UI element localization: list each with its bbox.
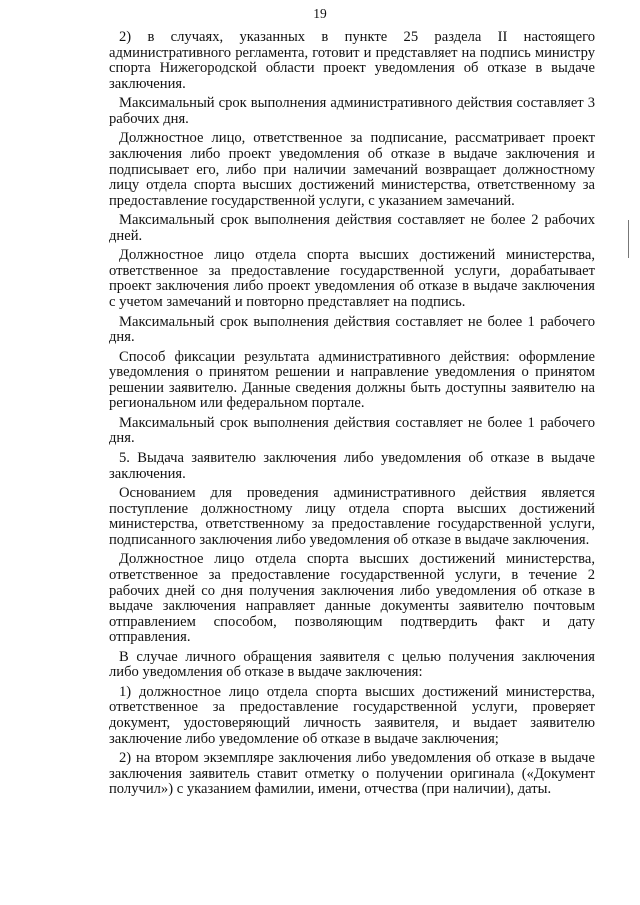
paragraph: Должностное лицо отдела спорта высших достижений министерства, ответственное за предоставление государственной услуги, в течение 2 рабочих дней со дня получения заключения либо уведомления об отказе в выдаче заключения направляет данные документы заявителю почтовым отправлением способом, позволяющим подтвердить факт и дату отправления. <box>109 551 595 646</box>
paragraph: В случае личного обращения заявителя с целью получения заключения либо уведомления об отказе в выдаче заключения: <box>109 648 595 681</box>
scan-edge-mark <box>628 220 629 258</box>
paragraph: 2) в случаях, указанных в пункте 25 раздела II настоящего административного регламента, готовит и представляет на подпись министру спорта Нижегородской области проект уведомления об отказе в выдаче заключения. <box>109 29 595 92</box>
paragraph: Максимальный срок выполнения действия составляет не более 1 рабочего дня. <box>109 414 595 447</box>
paragraph: Максимальный срок выполнения административного действия составляет 3 рабочих дня. <box>109 95 595 127</box>
paragraph: Должностное лицо отдела спорта высших достижений министерства, ответственное за предоставление государственной услуги, дорабатывает проект заключения либо проект уведомления об отказе в выдаче заключения с учетом замечаний и повторно представляет на подпись. <box>109 247 595 311</box>
paragraph: Максимальный срок выполнения действия составляет не более 1 рабочего дня. <box>109 313 595 346</box>
page-number: 19 <box>313 6 327 21</box>
list-item: 1) должностное лицо отдела спорта высших достижений министерства, ответственное за предоставление государственной услуги, проверяет документ, удостоверяющий личность заявителя, и выдает заявителю заключение либо уведомление об отказе в выдаче заключения; <box>109 683 595 747</box>
paragraph: Должностное лицо, ответственное за подписание, рассматривает проект заключения либо проект уведомления об отказе в выдаче заключения и подписывает его, либо при наличии замечаний возвращает должностному лицу отдела спорта высших достижений министерства, ответственному за предоставление государственной услуги, с указанием замечаний. <box>109 130 595 209</box>
document-body <box>109 30 595 802</box>
paragraph: Основанием для проведения административного действия является поступление должностному лицу отдела спорта высших достижений министерства, ответственному за предоставление государственной услуги, подписанного заключения либо уведомления об отказе в выдаче заключения. <box>109 485 595 548</box>
paragraph: Максимальный срок выполнения действия составляет не более 2 рабочих дней. <box>109 212 595 244</box>
paragraph: Способ фиксации результата административного действия: оформление уведомления о принятом решении и направление уведомления о принятом решении заявителю. Данные сведения должны быть доступны заявителю на региональном или федеральном портале. <box>109 348 595 412</box>
list-item: 2) на втором экземпляре заключения либо уведомления об отказе в выдаче заключения заявитель ставит отметку о получении оригинала («Документ получил») с указанием фамилии, имени, отчества (при наличии), даты. <box>109 750 595 798</box>
section-heading: 5. Выдача заявителю заключения либо уведомления об отказе в выдаче заключения. <box>109 449 595 482</box>
